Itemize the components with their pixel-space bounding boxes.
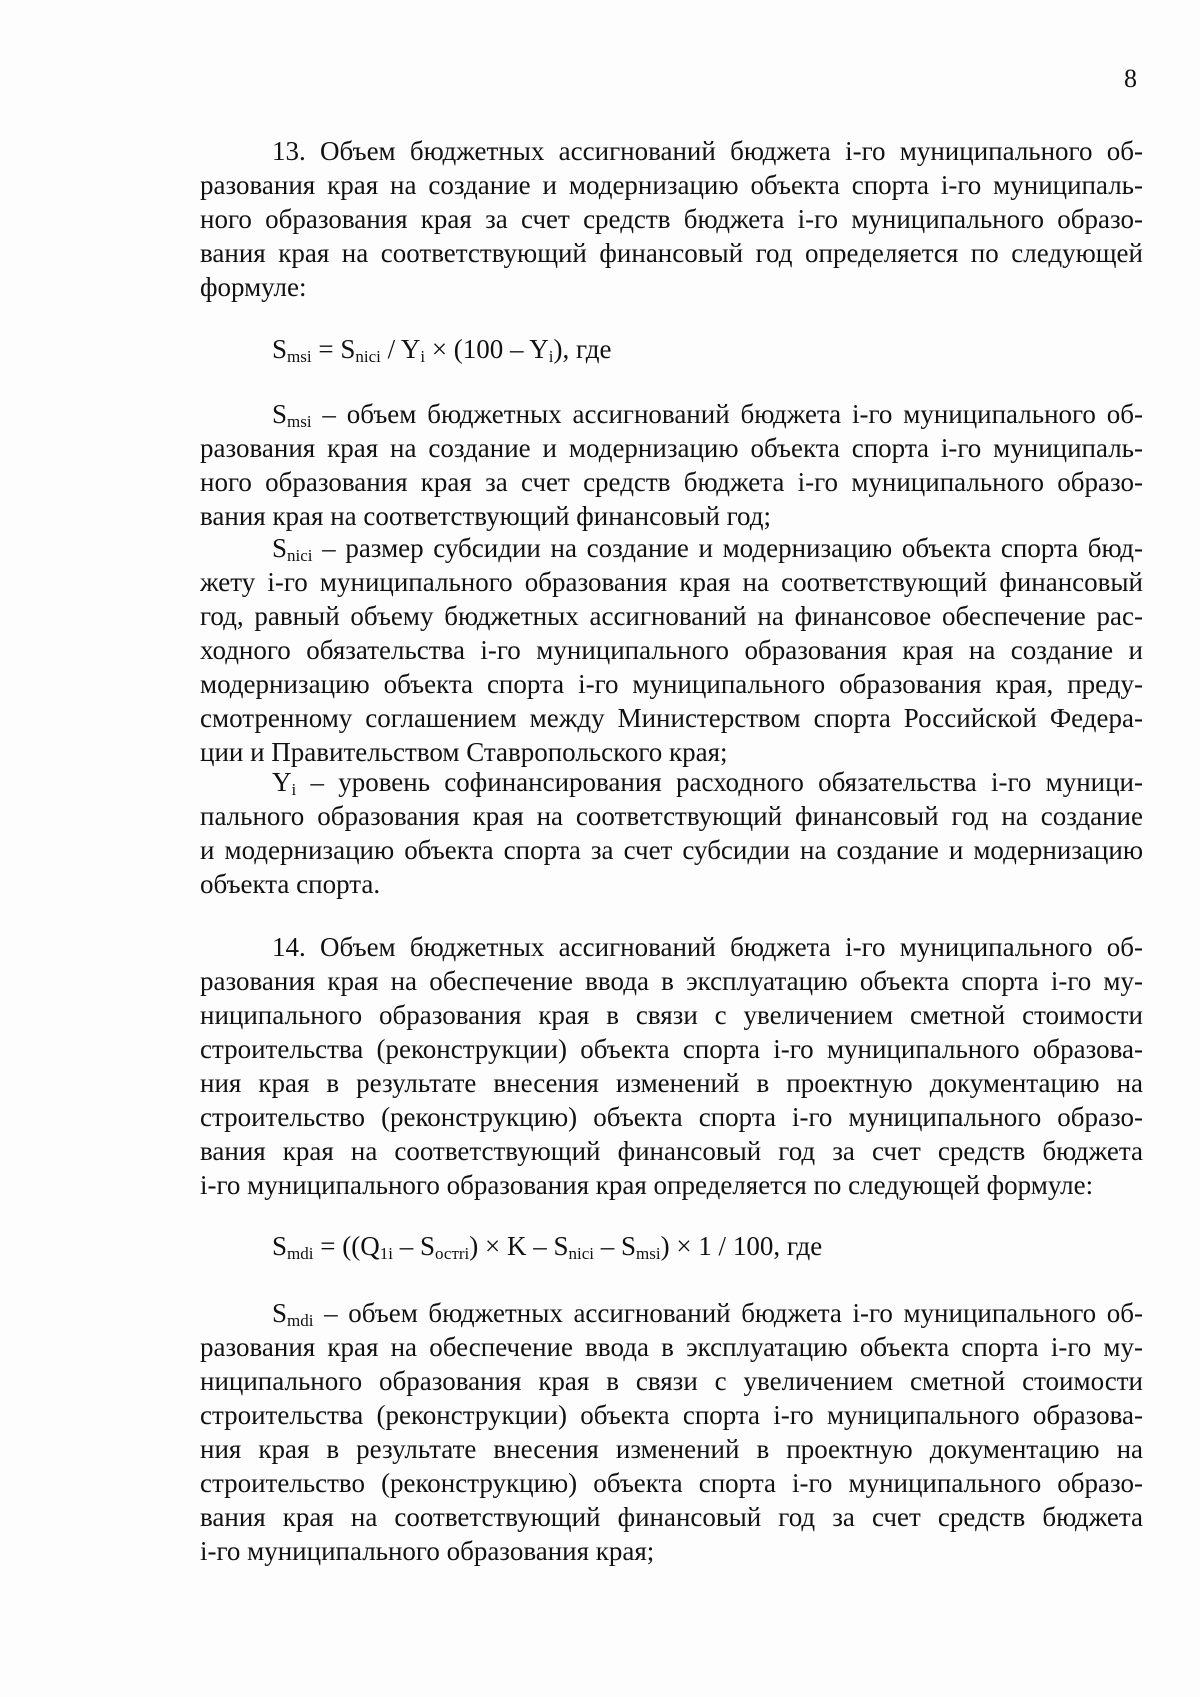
paragraph-14 [200, 930, 1143, 1202]
definition-line [200, 397, 1143, 431]
definition-yi [200, 765, 1143, 901]
definition-line: модернизацию объекта спорта i-го муниципального образования края, преду- [200, 669, 1143, 699]
definition-line: объекта спорта. [200, 869, 381, 899]
definition-symbol: S [272, 533, 288, 563]
formula-subscript: nici [568, 1244, 594, 1263]
paragraph-line: формуле: [200, 272, 307, 302]
formula-symbol: S [272, 1231, 288, 1261]
paragraph-line: i-го муниципального образования края определяется по следующей формуле: [200, 1170, 1094, 1200]
formula-subscript: 1i [379, 1244, 393, 1263]
definition-line: смотренному соглашением между Министерством спорта Российской Федера- [200, 703, 1143, 733]
formula-text: – S [594, 1231, 637, 1261]
definition-line: строительства (реконструкции) объекта спорта i-го муниципального образова- [200, 1400, 1143, 1430]
definition-line: вания края на соответствующий финансовый год; [200, 501, 772, 531]
definition-line: ции и Правительством Ставропольского края; [200, 737, 728, 767]
definition-smdi [200, 1296, 1143, 1568]
paragraph-line: строительство (реконструкцию) объекта спорта i-го муниципального образо- [200, 1102, 1143, 1132]
formula-text: / Y [380, 334, 421, 364]
paragraph-line: 13. Объем бюджетных ассигнований бюджета i-го муниципального об- [272, 136, 1143, 166]
definition-line: ниципального образования края в связи с увеличением сметной стоимости [200, 1366, 1143, 1396]
paragraph-line: ния края в результате внесения изменений в проектную документацию на [200, 1068, 1143, 1098]
definition-line: год, равный объему бюджетных ассигнований на финансовое обеспечение рас- [200, 601, 1143, 631]
formula-subscript: nici [355, 347, 381, 366]
formula-subscript: i [420, 347, 426, 366]
definition-symbol: S [272, 1298, 288, 1328]
definition-line: i-го муниципального образования края; [200, 1536, 655, 1566]
paragraph-line: 14. Объем бюджетных ассигнований бюджета i-го муниципального об- [272, 932, 1143, 962]
paragraph-line: разования края на обеспечение ввода в эксплуатацию объекта спорта i-го му- [200, 966, 1143, 996]
formula-subscript: i [548, 347, 554, 366]
definition-line: пального образования края на соответствующий финансовый год на создание [200, 801, 1143, 831]
formula-smsi [272, 332, 611, 366]
definition-line: ния края в результате внесения изменений в проектную документацию на [200, 1434, 1143, 1464]
definition-line: ного образования края за счет средств бюджета i-го муниципального образо- [200, 467, 1143, 497]
definition-line [200, 765, 1143, 799]
formula-subscript: msi [287, 347, 312, 366]
definition-subscript: mdi [287, 1311, 314, 1330]
definition-line: строительство (реконструкцию) объекта спорта i-го муниципального образо- [200, 1468, 1143, 1498]
definition-line: жету i-го муниципального образования края на соответствующий финансовый [200, 567, 1143, 597]
formula-text: ) × 1 / 100, где [660, 1231, 823, 1261]
definition-text: – объем бюджетных ассигнований бюджета i-го муниципального об- [311, 399, 1143, 429]
paragraph-line: вания края на соответствующий финансовый год за счет средств бюджета [200, 1136, 1143, 1166]
definition-snici [200, 531, 1143, 769]
definition-subscript: nici [287, 546, 313, 565]
formula-text: × (100 – Y [425, 334, 549, 364]
formula-symbol: S [272, 334, 288, 364]
definition-text: – размер субсидии на создание и модернизацию объекта спорта бюд- [312, 533, 1143, 563]
definition-text: – объем бюджетных ассигнований бюджета i-го муниципального об- [313, 1298, 1143, 1328]
formula-subscript: mdi [287, 1244, 314, 1263]
paragraph-line: разования края на создание и модернизацию объекта спорта i-го муниципаль- [200, 170, 1143, 200]
definition-subscript: i [291, 780, 297, 799]
paragraph-line: вания края на соответствующий финансовый год определяется по следующей [200, 238, 1143, 268]
definition-text: – уровень софинансирования расходного обязательства i-го муници- [296, 767, 1143, 797]
definition-smsi [200, 397, 1143, 533]
formula-text: ), где [553, 334, 612, 364]
definition-symbol: S [272, 399, 288, 429]
definition-line: разования края на обеспечение ввода в эксплуатацию объекта спорта i-го му- [200, 1332, 1143, 1362]
formula-text: – S [392, 1231, 435, 1261]
definition-symbol: Y [272, 767, 292, 797]
formula-subscript: остri [434, 1244, 470, 1263]
formula-text: = ((Q [313, 1231, 380, 1261]
definition-line [200, 531, 1143, 565]
definition-line: ходного обязательства i-го муниципального образования края на создание и [200, 635, 1143, 665]
formula-text: = S [311, 334, 356, 364]
paragraph-line: ного образования края за счет средств бюджета i-го муниципального образо- [200, 204, 1143, 234]
definition-line: вания края на соответствующий финансовый год за счет средств бюджета [200, 1502, 1143, 1532]
page-number: 8 [1124, 64, 1137, 93]
definition-line: разования края на создание и модернизацию объекта спорта i-го муниципаль- [200, 433, 1143, 463]
definition-line [200, 1296, 1143, 1330]
formula-subscript: msi [636, 1244, 661, 1263]
paragraph-13 [200, 134, 1143, 304]
definition-line: и модернизацию объекта спорта за счет субсидии на создание и модернизацию [200, 835, 1143, 865]
definition-subscript: msi [287, 412, 312, 431]
formula-text: ) × K – S [469, 1231, 569, 1261]
formula-smdi [272, 1229, 822, 1263]
paragraph-line: ниципального образования края в связи с увеличением сметной стоимости [200, 1000, 1143, 1030]
paragraph-line: строительства (реконструкции) объекта спорта i-го муниципального образова- [200, 1034, 1143, 1064]
